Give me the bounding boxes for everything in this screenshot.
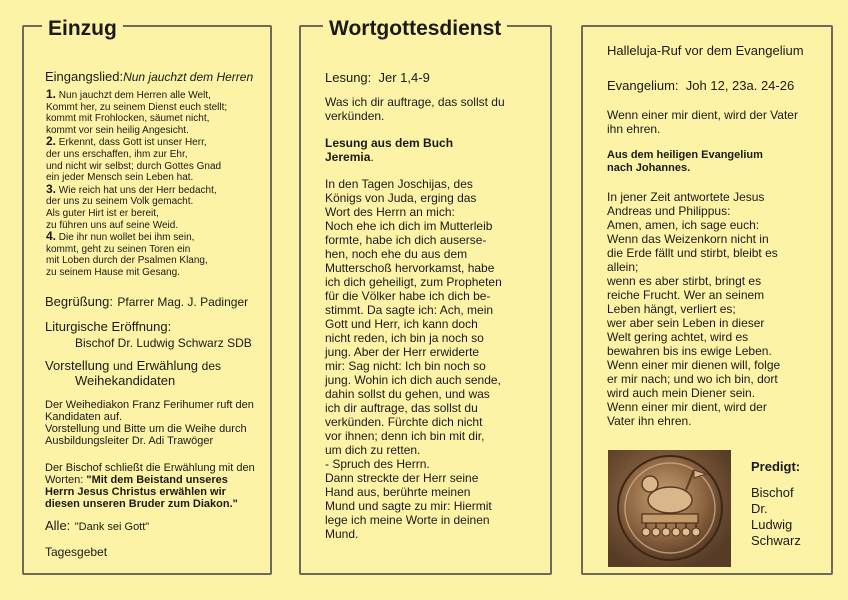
body-line: um dich zu retten.	[325, 443, 421, 457]
einzug-title: Einzug	[42, 15, 123, 43]
bischof-quote: Herrn Jesus Christus erwählen wir	[45, 486, 226, 498]
body-line: jung. Wohin ich dich auch sende,	[325, 373, 501, 387]
lesung-body	[325, 177, 550, 541]
verse-4	[46, 231, 266, 278]
body-line: jung. Aber der Herr erwiderte	[325, 345, 480, 359]
panel-einzug	[22, 17, 272, 575]
body-line: verkünden. Fürchte dich nicht	[325, 415, 483, 429]
verse-line: der uns zu seinem Volk gemacht.	[46, 196, 194, 208]
verse-line: Als guter Hirt ist er bereit,	[46, 207, 159, 219]
song-verses	[46, 89, 266, 279]
alle-label: Alle:	[45, 518, 71, 533]
body-line: lege ich meine Worte in deinen	[325, 513, 490, 527]
vorstellung-word: Vorstellung	[45, 358, 110, 373]
erwaehlung-word: Erwählung	[136, 358, 199, 373]
body-line: Wenn einer mir dienen will, folge	[607, 358, 781, 372]
eingangslied	[45, 69, 253, 84]
body-line: stimmt. Da sagte ich: Ach, mein	[325, 303, 494, 317]
body-line: Amen, amen, ich sage euch:	[607, 218, 760, 232]
intro-line: Was ich dir auftrage, das sollst du	[325, 95, 505, 109]
wortgottesdienst-title: Wortgottesdienst	[323, 15, 507, 43]
body-line: Mund.	[325, 527, 359, 541]
halleluja: Halleluja-Ruf vor dem Evangelium	[607, 43, 804, 58]
bischof-line: Worten:	[45, 474, 87, 486]
body-line: Mund und sagte zu mir: Hiermit	[325, 499, 492, 513]
eroeffnung-label: Liturgische Eröffnung:	[45, 319, 172, 334]
weihe-line: Der Weihediakon Franz Ferihumer ruft den	[45, 399, 254, 411]
verse-number: 3.	[46, 181, 57, 196]
panel-evangelium	[581, 25, 833, 575]
lesung-heading	[325, 136, 545, 164]
predigt-label: Predigt:	[751, 459, 801, 474]
verse-line: zu führen uns auf seine Weid.	[46, 219, 179, 231]
weihe-line: Kandidaten auf.	[45, 411, 123, 423]
evangelium-heading	[607, 149, 829, 175]
intro-line: ihn ehren.	[607, 122, 661, 136]
begruessung	[45, 293, 248, 311]
verse-line: kommt vor sein heilig Angesicht.	[46, 124, 189, 136]
vorstellung-heading	[45, 358, 221, 388]
lamb-relief-icon	[608, 450, 731, 567]
body-line: vor ihnen; denn ich bin mit dir,	[325, 429, 485, 443]
body-line: ich dich geheiligt, zum Propheten	[325, 275, 502, 289]
body-line: - Spruch des Herrn.	[325, 457, 430, 471]
verse-2	[46, 136, 266, 183]
lamb-of-god-image	[608, 450, 731, 567]
body-line: Vater ihn ehren.	[607, 414, 692, 428]
verse-line: Erkennt, dass Gott ist unser Herr,	[58, 137, 207, 149]
body-line: Königs von Juda, erging das	[325, 191, 477, 205]
verse-number: 2.	[46, 134, 57, 149]
body-line: er mir nach; und wo ich bin, dort	[607, 372, 778, 386]
verse-line: Die ihr nun wollet bei ihm sein,	[58, 232, 195, 244]
predigt-line: Schwarz	[751, 533, 801, 548]
body-line: nicht reden, ich bin ja noch so	[325, 331, 484, 345]
body-line: Hand aus, berührte meinen	[325, 485, 471, 499]
body-line: Andreas und Philippus:	[607, 204, 731, 218]
heading-line: Jeremia	[325, 150, 371, 164]
body-line: Wort des Herrn an mich:	[325, 205, 455, 219]
lesung-intro	[325, 95, 545, 123]
alle-text: "Dank sei Gott"	[74, 521, 150, 533]
verse-line: kommt mit Frohlocken, säumet nicht,	[46, 113, 210, 125]
body-line: mir: Sag nicht: Ich bin noch so	[325, 359, 486, 373]
bischof-text	[45, 462, 270, 510]
body-line: hen, noch ehe du aus dem	[325, 247, 468, 261]
verse-line: mit Loben durch der Psalmen Klang,	[46, 255, 208, 267]
evangelium-intro	[607, 108, 829, 136]
bischof-quote: diesen unseren Bruder zum Diakon."	[45, 498, 238, 510]
evangelium-ref	[607, 78, 794, 93]
body-line: die Erde fällt und stirbt, bleibt es	[607, 246, 778, 260]
bischof-quote: "Mit dem Beistand unseres	[86, 474, 228, 486]
body-line: wer aber sein Leben in dieser	[607, 316, 765, 330]
body-line: Noch ehe ich dich im Mutterleib	[325, 219, 493, 233]
body-line: bewahren bis ins ewige Leben.	[607, 344, 772, 358]
heading-dot: .	[370, 150, 374, 164]
alle	[45, 517, 149, 535]
predigt-line: Ludwig	[751, 517, 793, 532]
tagesgebet: Tagesgebet	[45, 545, 108, 559]
eingangslied-label: Eingangslied:	[45, 69, 124, 84]
verse-number: 4.	[46, 229, 57, 244]
weihe-text	[45, 399, 270, 447]
body-line: formte, habe ich dich auserse-	[325, 233, 487, 247]
predigt-line: Bischof	[751, 485, 794, 500]
body-line: Wenn einer mir dient, wird der	[607, 400, 767, 414]
eroeffnung-text: Bischof Dr. Ludwig Schwarz SDB	[75, 336, 252, 350]
body-line: In den Tagen Joschijas, des	[325, 177, 473, 191]
body-line: wird auch mein Diener sein.	[607, 386, 756, 400]
body-line: Wenn das Weizenkorn nicht in	[607, 232, 769, 246]
intro-line: Wenn einer mir dient, wird der Vater	[607, 108, 798, 122]
verse-line: und nicht wir selbst; durch Gottes Gnad	[46, 160, 222, 172]
heading-line: nach Johannes.	[607, 162, 691, 174]
eingangslied-title: Nun jauchzt dem Herren	[123, 70, 254, 84]
body-line: Mutterschoß hervorkamst, habe	[325, 261, 495, 275]
body-line: wenn es aber stirbt, bringt es	[607, 274, 762, 288]
heading-line: Aus dem heiligen Evangelium	[607, 149, 763, 161]
evangelium-reference: Joh 12, 23a. 24-26	[685, 78, 795, 93]
begruessung-label: Begrüßung:	[45, 294, 113, 309]
bischof-line: Der Bischof schließt die Erwählung mit den	[45, 462, 255, 474]
vorstellung-und: und	[112, 359, 133, 373]
predigt-line: Dr.	[751, 501, 768, 516]
body-line: dahin sollst du gehen, und was	[325, 387, 490, 401]
evangelium-body	[607, 190, 829, 428]
body-line: In jener Zeit antwortete Jesus	[607, 190, 765, 204]
verse-line: Wie reich hat uns der Herr bedacht,	[58, 184, 217, 196]
evangelium-label: Evangelium:	[607, 78, 679, 93]
body-line: reiche Frucht. Wer an seinem	[607, 288, 765, 302]
body-line: Gott und Herr, ich kann doch	[325, 317, 478, 331]
body-line: ich dir auftrage, das sollst du	[325, 401, 478, 415]
weihe-line: Ausbildungsleiter Dr. Adi Trawöger	[45, 435, 214, 447]
body-line: für die Völker habe ich dich be-	[325, 289, 491, 303]
lesung-reference: Jer 1,4-9	[378, 70, 430, 85]
intro-line: verkünden.	[325, 109, 385, 123]
vorstellung-des: des	[201, 359, 222, 373]
weihe-line: Vorstellung und Bitte um die Weihe durch	[45, 423, 247, 435]
body-line: Dann streckte der Herr seine	[325, 471, 479, 485]
verse-1	[46, 89, 266, 136]
body-line: Leben hängt, verliert es;	[607, 302, 736, 316]
body-line: allein;	[607, 260, 639, 274]
verse-line: der uns erschaffen, ihm zur Ehr,	[46, 148, 188, 160]
panel-wortgottesdienst	[299, 17, 552, 575]
lesung-label: Lesung:	[325, 70, 372, 85]
lesung-ref	[325, 70, 430, 85]
verse-line: Nun jauchzt dem Herren alle Welt,	[58, 90, 211, 101]
verse-line: zu seinem Hause mit Gesang.	[46, 266, 180, 278]
verse-number: 1.	[46, 87, 57, 101]
verse-line: Kommt her, zu seinem Dienst euch stellt;	[46, 101, 228, 113]
begruessung-text: Pfarrer Mag. J. Padinger	[117, 295, 249, 309]
predigt-speaker	[751, 485, 801, 549]
verse-line: kommt, geht zu seinen Toren ein	[46, 243, 191, 255]
verse-line: ein jeder Mensch sein Leben hat.	[46, 172, 194, 184]
verse-3	[46, 181, 266, 231]
heading-line: Lesung aus dem Buch	[325, 136, 454, 150]
weihekandidaten: Weihekandidaten	[75, 373, 176, 388]
body-line: Welt gering achtet, wird es	[607, 330, 749, 344]
